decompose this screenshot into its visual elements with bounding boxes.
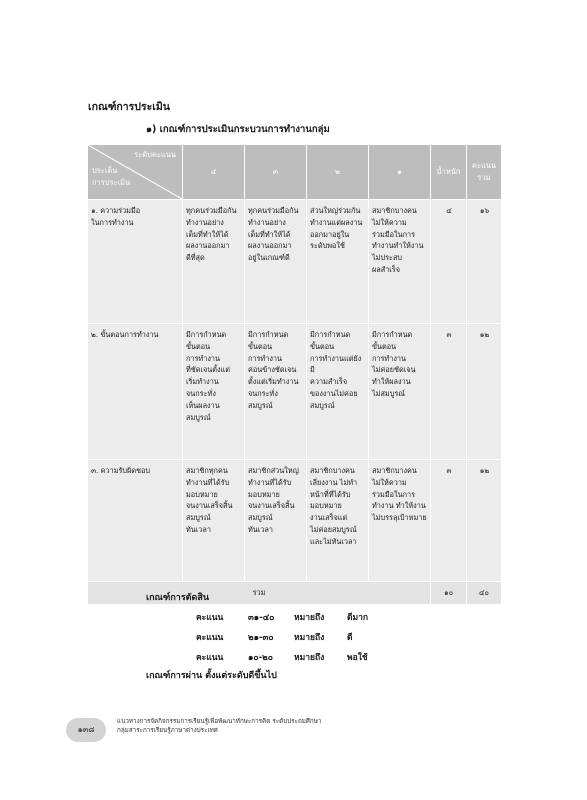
criteria-label: คะแนน bbox=[196, 613, 224, 623]
score-header: คะแนน รวม bbox=[467, 145, 502, 200]
diagonal-header-cell bbox=[88, 145, 183, 200]
level-1-cell: สมาชิกบางคน ไม่ให้ความ ร่วมมือในการ ทำงาน ทำให้งาน ไม่บรรลุเป้าหมาย bbox=[369, 460, 431, 582]
topic-cell: ๓. ความรับผิดชอบ bbox=[88, 460, 183, 582]
criteria-label: คะแนน bbox=[196, 653, 224, 663]
level-2-cell: สมาชิกบางคน เลี่ยงงาน ไม่ทำ หน้าที่ที่ได้รับ มอบหมาย งานเสร็จแต่ ไม่ค่อยสมบูรณ์ และไม่ทันเวลา bbox=[307, 460, 369, 582]
level-1-cell: มีการกำหนด ขั้นตอน การทำงาน ไม่ค่อยชัดเจน ทำให้ผลงาน ไม่สมบูรณ์ bbox=[369, 324, 431, 460]
topic-cell: ๒. ขั้นตอนการทำงาน bbox=[88, 324, 183, 460]
criteria-label: คะแนน bbox=[196, 633, 224, 643]
criteria-level: พอใช้ bbox=[347, 653, 368, 663]
level-2-header: ๒ bbox=[307, 145, 369, 200]
table-header-row bbox=[88, 145, 502, 200]
topic-cell: ๑. ความร่วมมือ ในการทำงาน bbox=[88, 200, 183, 324]
total-weight: ๑๐ bbox=[431, 582, 467, 605]
weight-cell: ๔ bbox=[431, 200, 467, 324]
footer-line-1: แนวทางการจัดกิจกรรมการเรียนรู้เพื่อพัฒนาทักษะการคิด ระดับประถมศึกษา bbox=[117, 718, 322, 725]
level-3-cell: ทุกคนร่วมมือกัน ทำงานอย่าง เต็มที่ทำให้ได้ ผลงานออกมา อยู่ในเกณฑ์ดี bbox=[245, 200, 307, 324]
criteria-level: ดี bbox=[347, 633, 353, 643]
level-1-cell: สมาชิกบางคน ไม่ให้ความ ร่วมมือในการ ทำงานทำให้งาน ไม่ประสบ ผลสำเร็จ bbox=[369, 200, 431, 324]
level-3-cell: สมาชิกส่วนใหญ่ ทำงานที่ได้รับ มอบหมาย จนงานเสร็จสิ้น สมบูรณ์ ทันเวลา bbox=[245, 460, 307, 582]
criteria-means: หมายถึง bbox=[294, 613, 325, 623]
criteria-means: หมายถึง bbox=[294, 633, 325, 643]
weight-header: น้ำหนัก bbox=[431, 145, 467, 200]
header-level-label: ระดับคะแนน bbox=[134, 150, 176, 159]
score-cell: ๑๒ bbox=[467, 460, 502, 582]
weight-cell: ๓ bbox=[431, 324, 467, 460]
footer-text bbox=[117, 717, 321, 736]
criteria-range: ๑๐-๒๐ bbox=[248, 653, 273, 663]
criteria-range: ๓๑-๔๐ bbox=[248, 613, 275, 623]
level-1-header: ๑ bbox=[369, 145, 431, 200]
level-3-cell: มีการกำหนด ขั้นตอน การทำงาน ค่อนข้างชัดเจน ตั้งแต่เริ่มทำงาน จนกระทั่ง สมบูรณ์ bbox=[245, 324, 307, 460]
total-label: รวม bbox=[88, 582, 431, 605]
level-2-cell: ส่วนใหญ่ร่วมกัน ทำงานแต่ผลงาน ออกมาอยู่ใน ระดับพอใช้ bbox=[307, 200, 369, 324]
criteria-range: ๒๑-๓๐ bbox=[248, 633, 274, 643]
level-2-cell: มีการกำหนด ขั้นตอน การทำงานแต่ยังมี ความสำเร็จ ของงานไม่ค่อย สมบูรณ์ bbox=[307, 324, 369, 460]
level-4-cell: ทุกคนร่วมมือกัน ทำงานอย่าง เต็มที่ทำให้ได้ ผลงานออกมา ดีที่สุด bbox=[183, 200, 245, 324]
table-row bbox=[88, 324, 502, 460]
page-number: ๑๓๘ bbox=[66, 718, 106, 742]
level-3-header: ๓ bbox=[245, 145, 307, 200]
criteria-means: หมายถึง bbox=[294, 653, 325, 663]
level-4-cell: สมาชิกทุกคน ทำงานที่ได้รับ มอบหมาย จนงานเสร็จสิ้น สมบูรณ์ ทันเวลา bbox=[183, 460, 245, 582]
criteria-title: เกณฑ์การตัดสิน bbox=[146, 593, 210, 603]
table-row bbox=[88, 460, 502, 582]
criteria-level: ดีมาก bbox=[347, 613, 369, 623]
section-heading: เกณฑ์การประเมิน bbox=[88, 101, 170, 113]
weight-cell: ๓ bbox=[431, 460, 467, 582]
level-4-cell: มีการกำหนด ขั้นตอน การทำงาน ที่ชัดเจนตั้งแต่ เริ่มทำงาน จนกระทั่ง เห็นผลงาน สมบูรณ์ bbox=[183, 324, 245, 460]
score-cell: ๑๖ bbox=[467, 200, 502, 324]
total-score: ๔๐ bbox=[467, 582, 502, 605]
pass-criteria: เกณฑ์การผ่าน ตั้งแต่ระดับดีขึ้นไป bbox=[146, 671, 277, 681]
rubric-subheading: ๑) เกณฑ์การประเมินกระบวนการทำงานกลุ่ม bbox=[146, 124, 330, 135]
header-topic-label: ประเด็น การประเมิน bbox=[92, 166, 131, 187]
level-4-header: ๔ bbox=[183, 145, 245, 200]
table-row bbox=[88, 200, 502, 324]
score-cell: ๑๒ bbox=[467, 324, 502, 460]
footer-line-2: กลุ่มสาระการเรียนรู้ภาษาต่างประเทศ bbox=[117, 727, 218, 735]
rubric-table bbox=[87, 144, 502, 605]
